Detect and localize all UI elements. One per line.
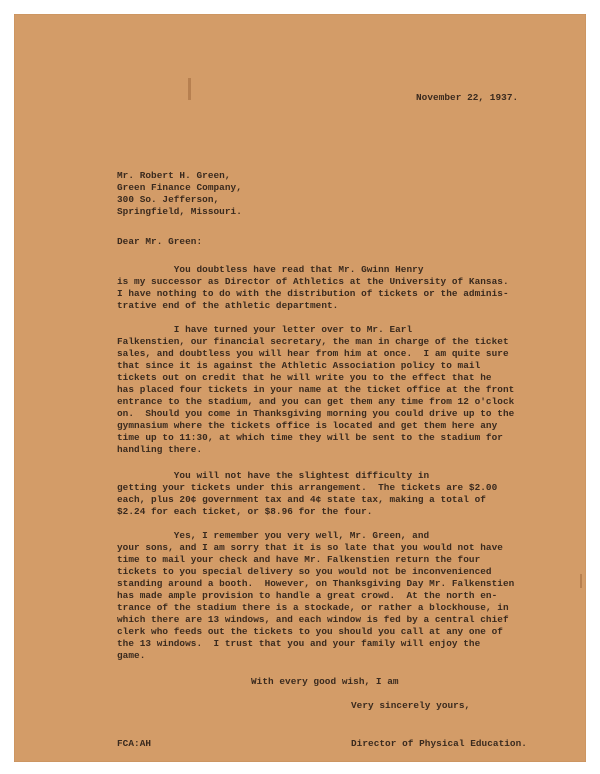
address-line: 300 So. Jefferson, [117,194,220,205]
address-line: Mr. Robert H. Green, [117,170,231,181]
letter-page [14,14,586,762]
body-line: standing around a booth. However, on Thanksgiving Day Mr. Falkenstien [117,578,515,589]
body-line: I have turned your letter over to Mr. Earl [117,324,413,335]
body-line: I have nothing to do with the distribution of tickets or the adminis- [117,288,509,299]
closing-wish: With every good wish, I am [251,676,399,687]
body-line: trative end of the athletic department. [117,300,339,311]
typist-initials: FCA:AH [117,738,152,749]
address-line: Springfield, Missouri. [117,206,242,217]
letter-date: November 22, 1937. [416,92,519,103]
body-line: has made ample provision to handle a great crowd. At the north en- [117,590,498,601]
body-line: $2.24 for each ticket, or $8.96 for the four. [117,506,373,517]
body-line: the 13 windows. I trust that you and your family will enjoy the [117,638,481,649]
body-line: time up to 11:30, at which time they will be sent to the stadium for [117,432,503,443]
body-line: your sons, and I am sorry that it is so late that you would not have [117,542,503,553]
body-line: sales, and doubtless you will hear from him at once. I am quite sure [117,348,509,359]
paper-mark [580,574,582,588]
body-line: trance of the stadium there is a stockade, or rather a blockhouse, in [117,602,509,613]
body-line: gymnasium where the tickets office is located and get them here any [117,420,498,431]
body-line: tickets to you special delivery so you would not be inconvenienced [117,566,492,577]
salutation: Dear Mr. Green: [117,236,203,247]
body-line: on. Should you come in Thanksgiving morning you could drive up to the [117,408,515,419]
paper-mark [188,78,191,100]
body-line: each, plus 20¢ government tax and 4¢ state tax, making a total of [117,494,486,505]
body-line: Yes, I remember you very well, Mr. Green, and [117,530,430,541]
body-line: time to mail your check and have Mr. Falkenstien return the four [117,554,481,565]
body-line: which there are 13 windows, and each window is fed by a central chief [117,614,509,625]
body-line: tickets out on credit that he will write you to the effect that he [117,372,492,383]
signer-title: Director of Physical Education. [351,738,527,749]
body-line: that since it is against the Athletic Association policy to mail [117,360,481,371]
body-line: is my successor as Director of Athletics at the University of Kansas. [117,276,509,287]
body-line: getting your tickets under this arrangement. The tickets are $2.00 [117,482,498,493]
body-line: game. [117,650,146,661]
address-line: Green Finance Company, [117,182,242,193]
closing: Very sincerely yours, [351,700,471,711]
body-line: Falkenstien, our financial secretary, the man in charge of the ticket [117,336,509,347]
body-line: has placed four tickets in your name at the ticket office at the front [117,384,515,395]
body-line: You will not have the slightest difficulty in [117,470,430,481]
body-line: clerk who feeds out the tickets to you should you call at any one of [117,626,503,637]
body-line: You doubtless have read that Mr. Gwinn Henry [117,264,424,275]
body-line: entrance to the stadium, and you can get them any time from 12 o'clock [117,396,515,407]
body-line: handling there. [117,444,203,455]
